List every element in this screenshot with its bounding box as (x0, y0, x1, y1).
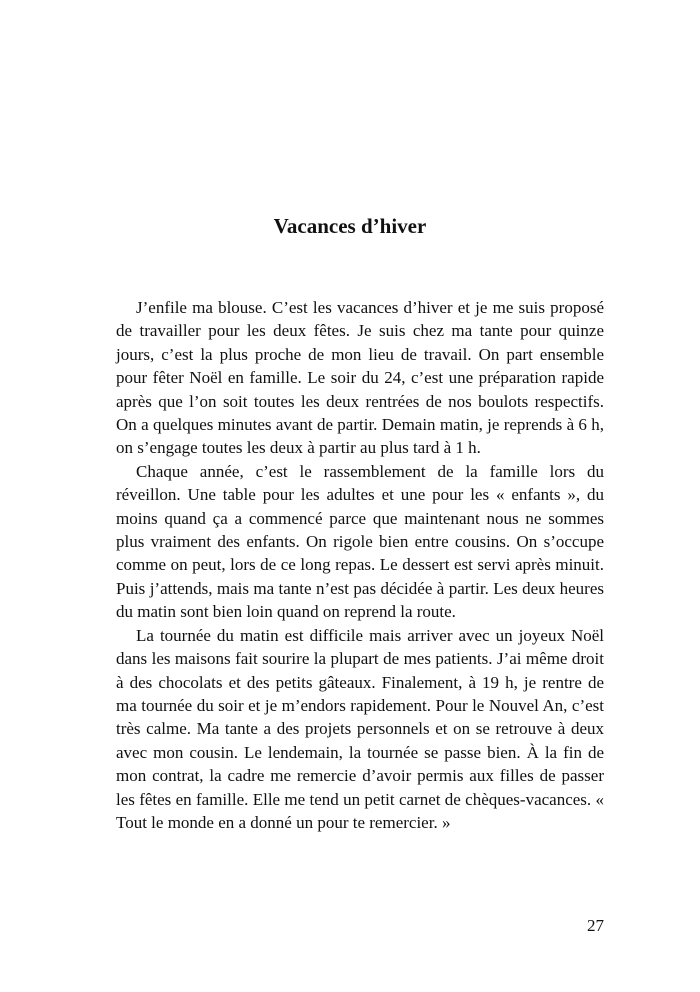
body-text (116, 296, 604, 834)
page-title: Vacances d’hiver (273, 214, 427, 239)
page-number: 27 (587, 916, 604, 935)
paragraph: La tournée du matin est difficile mais arriver avec un joyeux Noël dans les maisons fait sourire la plupart de mes patients. J’ai même droit à des chocolats et des petits gâteaux. Finalement, à 19 h, je rentre de ma tournée du soir et je m’endors rapidement. Pour le Nouvel An, c’est très calme. Ma tante a des projets personnels et on se retrouve à deux avec mon cousin. Le lendemain, la tournée se passe bien. À la fin de mon contrat, la cadre me remercie d’avoir permis aux filles de passer les fêtes en famille. Elle me tend un petit carnet de chèques-vacances. « Tout le monde en a donné un pour te remercier. » (116, 625, 604, 832)
paragraph: J’enfile ma blouse. C’est les vacances d’hiver et je me suis proposé de travailler pour les deux fêtes. Je suis chez ma tante pour quinze jours, c’est la plus proche de mon lieu de travail. On part ensemble pour fêter Noël en famille. Le soir du 24, c’est une préparation rapide après que l’on soit toutes les deux rentrées de nos boulots respectifs. On a quelques minutes avant de partir. Demain matin, je reprends à 6 h, on s’engage toutes les deux à partir au plus tard à 1 h. (116, 298, 604, 458)
paragraph: Chaque année, c’est le rassemblement de la famille lors du réveillon. Une table pour les adultes et une pour les « enfants », du moins quand ça a commencé parce que maintenant nous ne sommes plus vraiment des enfants. On rigole bien entre cousins. On s’occupe comme on peut, lors de ce long repas. Le dessert est servi après minuit. Puis j’attends, mais ma tante n’est pas décidée à partir. Les deux heures du matin sont bien loin quand on reprend la route. (116, 461, 604, 622)
